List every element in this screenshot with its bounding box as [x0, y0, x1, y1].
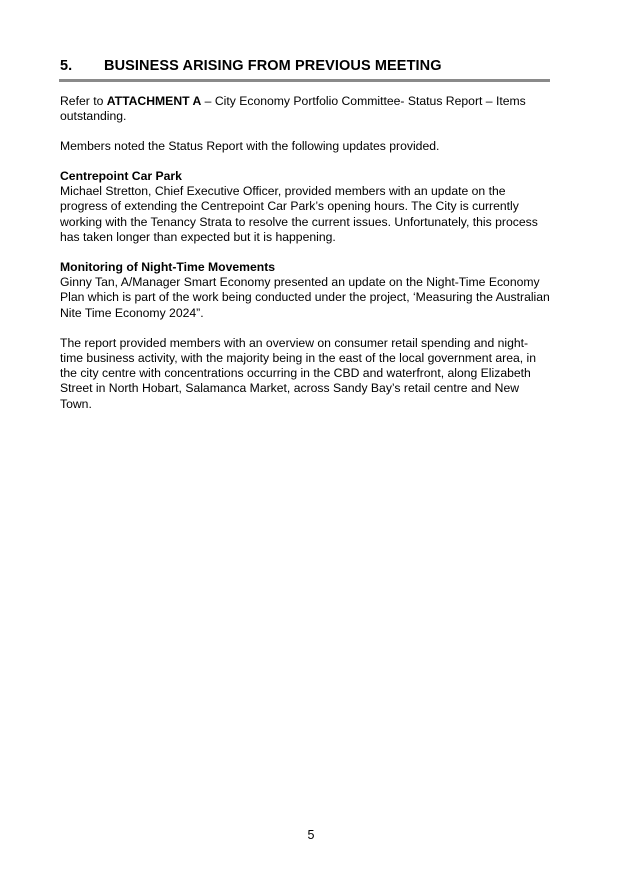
page-number: 5	[307, 828, 315, 842]
members-noted-paragraph: Members noted the Status Report with the following updates provided.	[60, 139, 440, 154]
night-time-text: Ginny Tan, A/Manager Smart Economy presented an update on the Night-Time Economy Plan which is part of the work being conducted under the project, ‘Measuring the Australian Nite Time Economy 2024”.	[60, 275, 550, 320]
centrepoint-text: Michael Stretton, Chief Executive Officer, provided members with an update on the progress of extending the Centrepoint Car Park’s opening hours. The City is currently working with the Tenancy Strata to resolve the current issues. Unfortunately, this process has taken longer than expected but it is happening.	[60, 184, 538, 245]
intro-prefix: Refer to	[60, 94, 107, 108]
section-heading	[60, 58, 550, 74]
section-title: BUSINESS ARISING FROM PREVIOUS MEETING	[104, 58, 442, 74]
document-body	[60, 94, 550, 427]
attachment-reference: ATTACHMENT A	[106, 94, 202, 108]
section-number: 5.	[60, 58, 73, 74]
intro-paragraph	[60, 94, 550, 125]
night-time-heading: Monitoring of Night-Time Movements	[60, 259, 276, 274]
centrepoint-heading: Centrepoint Car Park	[60, 168, 182, 183]
report-overview-paragraph: The report provided members with an overview on consumer retail spending and night-time business activity, with the majority being in the east of the local government area, in the city centre with concentrations occurring in the CBD and waterfront, along Elizabeth Street in North Hobart, Salamanca Market, across Sandy Bay’s retail centre and New Town.	[60, 335, 537, 411]
centrepoint-section	[60, 169, 550, 245]
night-time-section	[60, 260, 550, 321]
intro-suffix: – City Economy Portfolio Committee- Status Report – Items outstanding.	[60, 94, 526, 124]
heading-divider	[59, 79, 550, 82]
